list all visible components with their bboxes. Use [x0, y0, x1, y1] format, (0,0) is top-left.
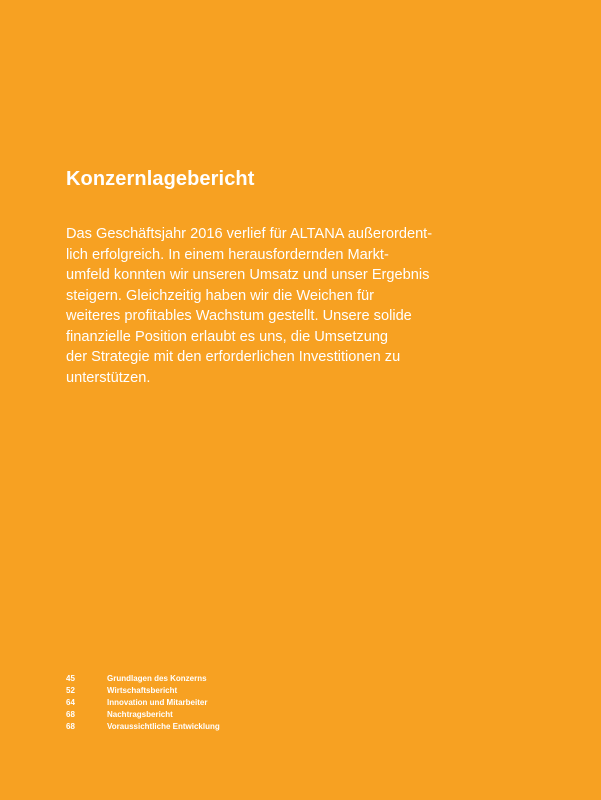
- toc-page-number: 68: [66, 710, 75, 719]
- toc-entry-title: Grundlagen des Konzerns: [107, 674, 207, 683]
- toc-page-number: 68: [66, 722, 75, 731]
- intro-line: der Strategie mit den erforderlichen Investitionen zu: [66, 349, 401, 365]
- toc-entry[interactable]: [66, 685, 220, 697]
- toc-entry-title: Innovation und Mitarbeiter: [107, 698, 208, 707]
- intro-line: umfeld konnten wir unseren Umsatz und unser Ergebnis: [66, 267, 430, 283]
- intro-paragraph: [66, 224, 446, 388]
- intro-line: Das Geschäftsjahr 2016 verlief für ALTANA außerordent-: [66, 226, 433, 242]
- toc-page-number: 52: [66, 686, 75, 695]
- toc-entry[interactable]: [66, 721, 220, 733]
- intro-line: lich erfolgreich. In einem herausfordernden Markt-: [66, 246, 389, 263]
- toc-entry[interactable]: [66, 673, 220, 685]
- toc-entry-title: Wirtschaftsbericht: [107, 686, 178, 695]
- intro-line: finanzielle Position erlaubt es uns, die Umsetzung: [66, 328, 389, 345]
- toc-entry-title: Voraussichtliche Entwicklung: [107, 722, 220, 731]
- toc-entry[interactable]: [66, 709, 220, 721]
- intro-line: weiteres profitables Wachstum gestellt. Unsere solide: [66, 308, 412, 324]
- section-title: Konzernlagebericht: [66, 168, 255, 190]
- toc-entry[interactable]: [66, 697, 220, 709]
- toc-page-number: 45: [66, 674, 75, 683]
- intro-line: unterstützen.: [66, 369, 151, 386]
- toc-page-number: 64: [66, 698, 75, 707]
- toc-entry-title: Nachtragsbericht: [107, 710, 173, 719]
- intro-line: steigern. Gleichzeitig haben wir die Weichen für: [66, 287, 374, 304]
- table-of-contents: [66, 673, 220, 733]
